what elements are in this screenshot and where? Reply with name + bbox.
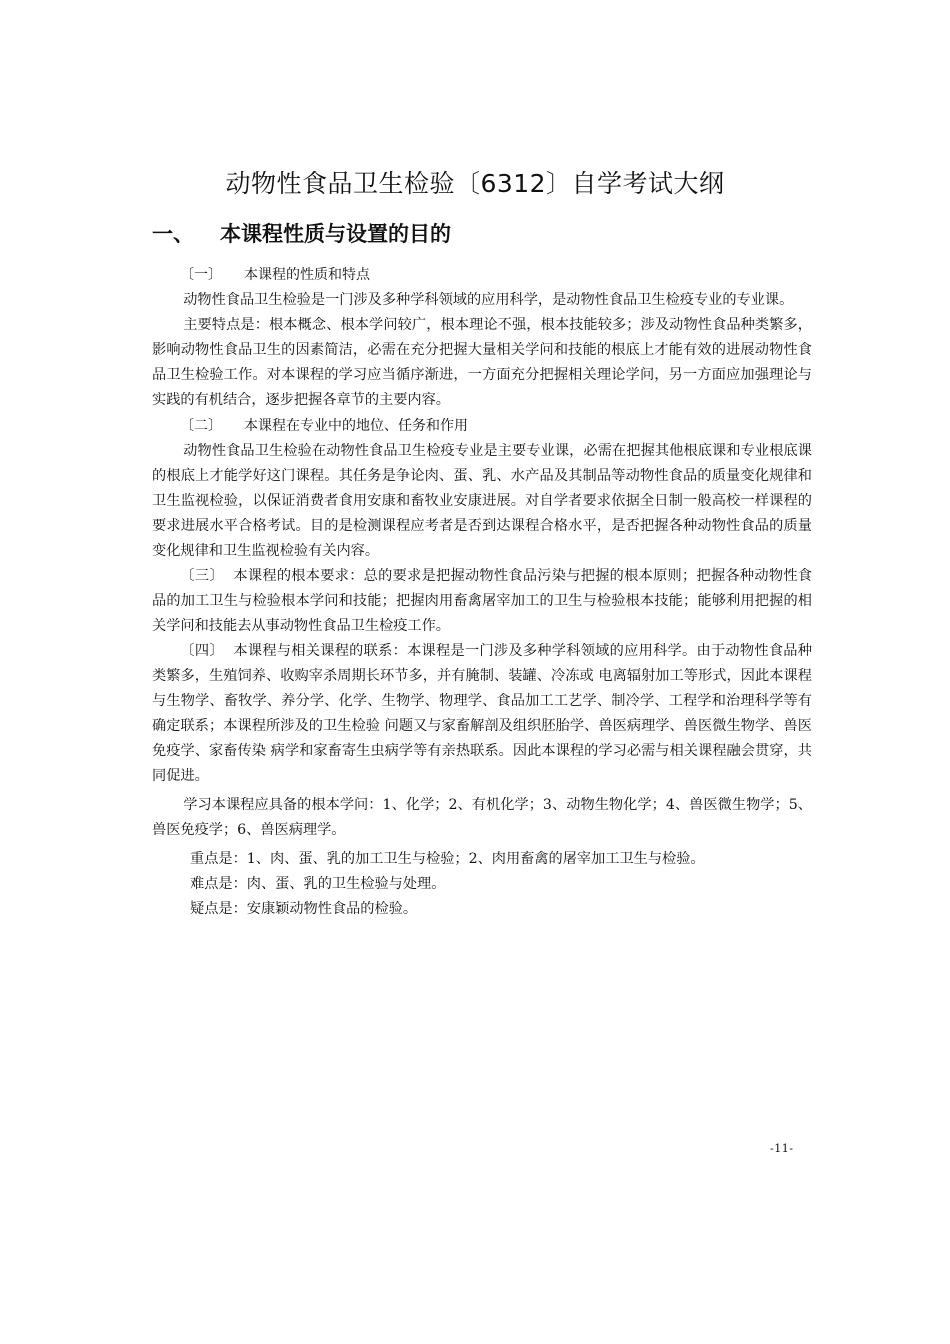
subheading-2 [152, 413, 812, 439]
subheading-1-number: 〔一〕 [180, 267, 222, 283]
paragraph-3: 动物性食品卫生检验在动物性食品卫生检疫专业是主要专业课，必需在把握其他根底课和专业根底课的根底上才能学好这门课程。其任务是争论肉、蛋、乳、水产品及其制品等动物性食品的质量变化规律和卫生监视检验，以保证消费者食用安康和畜牧业安康进展。对自学者要求依据全日制一般高校一样课程的要求进展水平合格考试。目的是检测课程应考者是否到达课程合格水平，是否把握各种动物性食品的质量变化规律和卫生监视检验有关内容。 [152, 443, 812, 559]
paragraph-relations [152, 639, 812, 789]
body-text [152, 262, 812, 922]
paragraph-requirements [152, 564, 812, 639]
subheading-1 [152, 262, 812, 288]
subheading-4-number: 〔四〕 [180, 643, 224, 659]
paragraph-prerequisites: 学习本课程应具备的根本学问：1、化学；2、有机化学；3、动物生物化学；4、兽医微生物学；5、兽医免疫学；6、兽医病理学。 [152, 797, 812, 838]
document-title: 动物性食品卫生检验〔6312〕自学考试大纲 [225, 169, 725, 198]
subheading-3-label: 本课程的根本要求 [233, 568, 350, 584]
difficult-points: 难点是：肉、蛋、乳的卫生检验与处理。 [190, 876, 446, 892]
subheading-4-text: ：本课程是一门涉及多种学科领域的应用科学。由于动物性食品种类繁多，生殖饲养、收购宰杀周期长环节多，并有腌制、装罐、冷冻或 电离辐射加工等形式，因此本课程与生物学、畜牧学、养分学、化学、生物学、物理学、食品加工工艺学、制冷学、工程学和治理科学等有确定联系；本课程所涉及的卫生检验 问题又与家畜解剖及组织胚胎学、兽医病理学、兽医微生物学、兽医免疫学、家畜传染 病学和家畜寄生虫病学等有亲热联系。因此本课程的学习必需与相关课程融会贯穿，共 同促进。 [152, 643, 812, 784]
subheading-2-label: 本课程在专业中的地位、任务和作用 [244, 418, 468, 434]
subheading-4-label: 本课程与相关课程的联系 [233, 643, 393, 659]
subheading-2-number: 〔二〕 [180, 418, 222, 434]
subheading-3-number: 〔三〕 [180, 568, 224, 584]
paragraph-1: 动物性食品卫生检验是一门涉及多种学科领域的应用科学，是动物性食品卫生检疫专业的专业课。 [183, 292, 794, 308]
subheading-1-label: 本课程的性质和特点 [244, 267, 370, 283]
section-label: 本课程性质与设置的目的 [220, 222, 451, 246]
doubt-points: 疑点是：安康颖动物性食品的检验。 [190, 901, 418, 917]
paragraph-2: 主要特点是：根本概念、根本学问较广，根本理论不强，根本技能较多；涉及动物性食品种类繁多，影响动物性食品卫生的因素简洁，必需在充分把握大量相关学问和技能的根底上才能有效的进展动物性食品卫生检验工作。对本课程的学习应当循序渐进，一方面充分把握相关理论学问，另一方面应加强理论与实践的有机结合，逐步把握各章节的主要内容。 [152, 317, 812, 408]
section-heading [152, 218, 451, 248]
subheading-3-text: ：总的要求是把握动物性食品污染与把握的根本原则；把握各种动物性食品的加工卫生与检验根本学问和技能；把握肉用畜禽屠宰加工的卫生与检验根本技能；能够利用把握的相关学问和技能去从事动物性食品卫生检疫工作。 [152, 568, 812, 634]
section-number: 一、 [152, 222, 194, 246]
key-points: 重点是：1、肉、蛋、乳的加工卫生与检验；2、肉用畜禽的屠宰加工卫生与检验。 [190, 851, 705, 867]
page-number: -11- [770, 1142, 794, 1155]
